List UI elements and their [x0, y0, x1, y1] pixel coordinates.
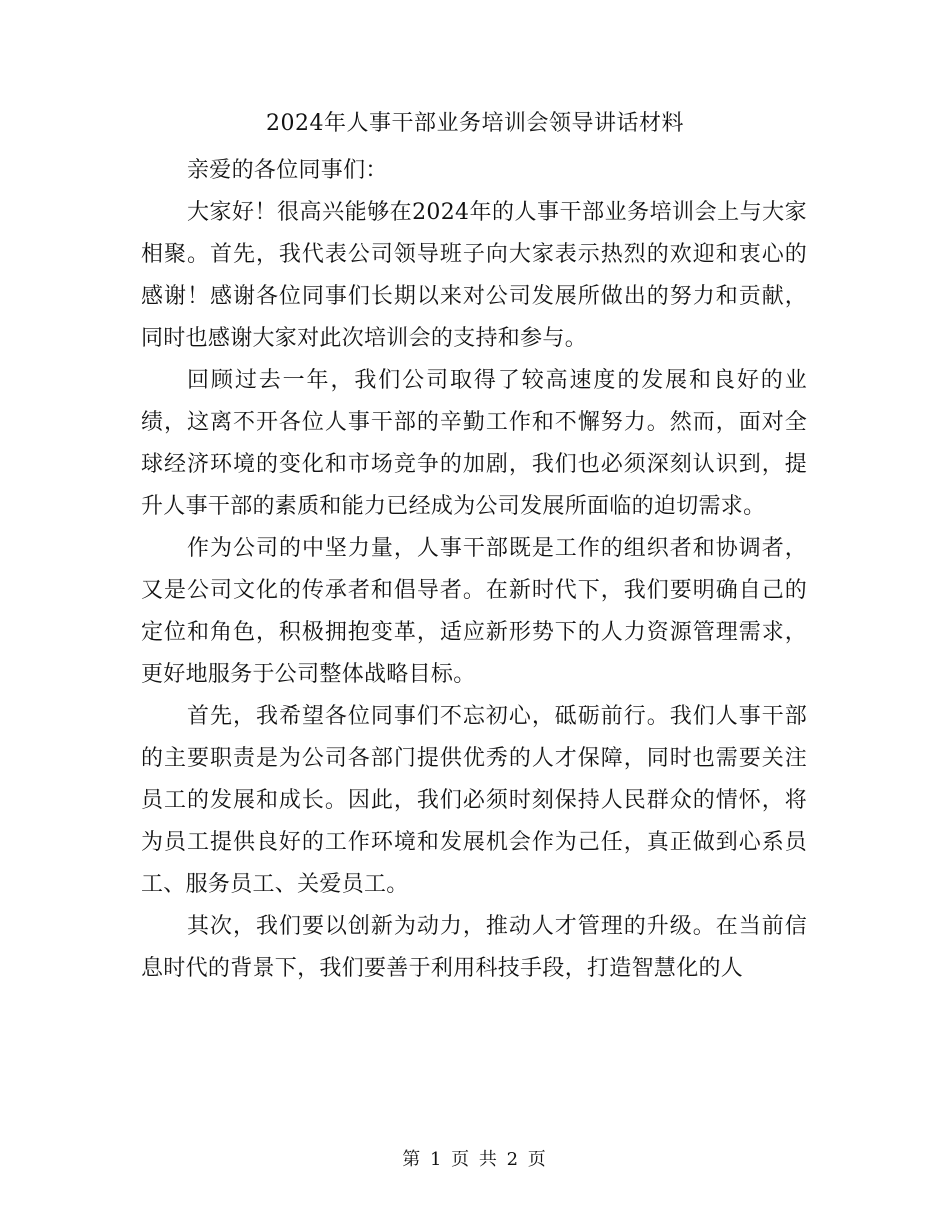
salutation: 亲爱的各位同事们： — [187, 158, 388, 183]
page-footer: 第 1 页 共 2 页 — [402, 1149, 548, 1170]
document-body — [141, 150, 807, 990]
paragraph-3: 作为公司的中坚力量，人事干部既是工作的组织者和协调者，又是公司文化的传承者和倡导者。在新时代下，我们要明确自己的定位和角色，积极拥抱变革，适应新形势下的人力资源管理需求，更好地服务于公司整体战略目标。 — [141, 536, 807, 687]
document-title: 2024年人事干部业务培训会领导讲话材料 — [266, 111, 684, 136]
paragraph-2: 回顾过去一年，我们公司取得了较高速度的发展和良好的业绩，这离不开各位人事干部的辛勤工作和不懈努力。然而，面对全球经济环境的变化和市场竞争的加剧，我们也必须深刻认识到，提升人事干部的素质和能力已经成为公司发展所面临的迫切需求。 — [141, 368, 807, 519]
paragraph-1: 大家好！很高兴能够在2024年的人事干部业务培训会上与大家相聚。首先，我代表公司领导班子向大家表示热烈的欢迎和衷心的感谢！感谢各位同事们长期以来对公司发展所做出的努力和贡献，同时也感谢大家对此次培训会的支持和参与。 — [141, 200, 807, 351]
paragraph-5: 其次，我们要以创新为动力，推动人才管理的升级。在当前信息时代的背景下，我们要善于利用科技手段，打造智慧化的人 — [141, 914, 807, 981]
paragraph-4: 首先，我希望各位同事们不忘初心，砥砺前行。我们人事干部的主要职责是为公司各部门提供优秀的人才保障，同时也需要关注员工的发展和成长。因此，我们必须时刻保持人民群众的情怀，将为员工提供良好的工作环境和发展机会作为己任，真正做到心系员工、服务员工、关爱员工。 — [141, 704, 807, 897]
